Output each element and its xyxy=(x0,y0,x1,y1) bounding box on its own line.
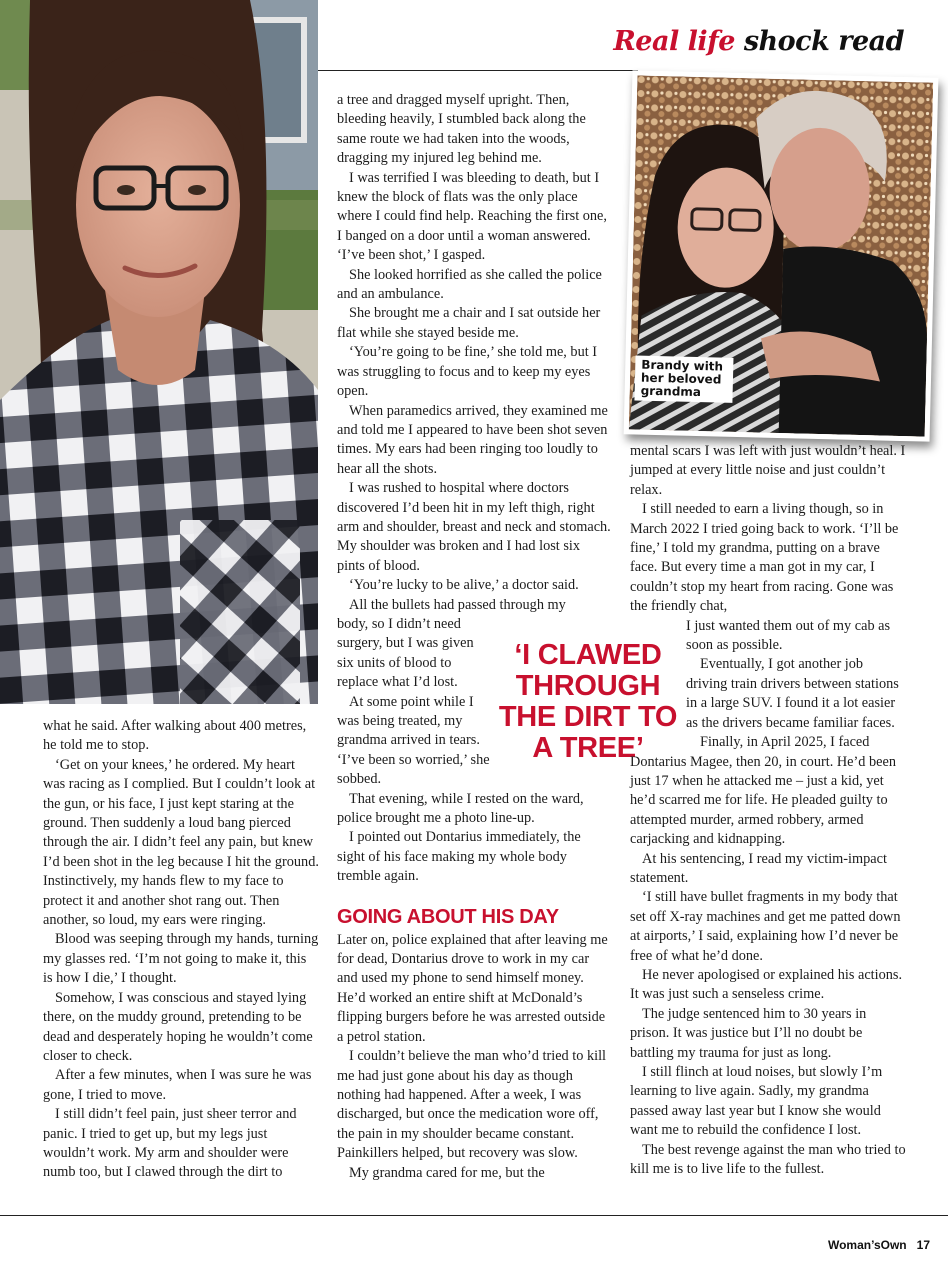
paragraph: I was terrified I was bleeding to death, but I knew the block of flats was the only place where I could find help. Reaching the first one, I banged on a door until a woman answered. ‘I’ve been shot,’ I gasped. xyxy=(337,169,607,264)
paragraph: I still flinch at loud noises, but slowly I’m learning to live again. Sadly, my grandma passed away last year but I know she would want me to rebuild the confidence I lost. xyxy=(630,1064,883,1139)
article-column-2 xyxy=(337,91,611,1183)
paragraph: She brought me a chair and I sat outside her flat while she stayed beside me. xyxy=(337,305,601,341)
paragraph: body, so I didn’t need surgery, but I was given six units of blood to replace what I’d lost. xyxy=(337,615,474,691)
paragraph: I couldn’t believe the man who’d tried to kill me had just gone about his day as though nothing had happened. After a week, I was discharged, but once the medication wore off, the pain in my shoulder became constant. Painkillers helped, but recovery was slow. xyxy=(337,1048,607,1162)
caption-line: grandma xyxy=(640,383,702,400)
paragraph: what he said. After walking about 400 metres, he told me to stop. xyxy=(43,718,307,754)
paragraph: I was rushed to hospital where doctors discovered I’d been hit in my left thigh, right arm and shoulder, breast and neck and stomach. My shoulder was broken and I had lost six pints of blood. xyxy=(337,480,611,574)
paragraph: He never apologised or explained his actions. It was just such a senseless crime. xyxy=(630,966,903,1003)
pull-quote-line: THROUGH xyxy=(515,670,661,702)
pull-quote-line: A TREE’ xyxy=(532,732,644,764)
subheading: GOING ABOUT HIS DAY xyxy=(337,905,559,928)
pull-quote-line: ‘I CLAWED xyxy=(514,639,662,671)
article-column-1 xyxy=(43,717,319,1183)
paragraph: mental scars I was left with just wouldn’t heal. I jumped at every little noise and just couldn’t relax. xyxy=(630,443,906,498)
paragraph: When paramedics arrived, they examined me and told me I appeared to have been shot seven times. My ears had been ringing too loudly to hear all the shots. xyxy=(337,402,608,477)
photo-caption xyxy=(634,355,733,402)
paragraph: Finally, in April 2025, I faced xyxy=(700,734,870,751)
magazine-name: Woman’sOwn xyxy=(827,1238,907,1252)
paragraph: I just wanted them out of my cab as soon as possible. xyxy=(686,617,891,654)
pull-quote-line: THE DIRT TO xyxy=(498,701,678,733)
paragraph: ‘Get on your knees,’ he ordered. My heart was racing as I complied. But I couldn’t look at the gun, or his face, I just kept staring at the ground. Then suddenly a loud bang pierced through the air. I didn’t feel any pain, but knew I’d been shot in the leg because I hit the ground. Instinctively, my hands flew to my face to protect it and another shot rang out. Then another, so loud, my ears were ringing. xyxy=(43,756,319,929)
footer-rule xyxy=(0,1215,948,1216)
inset-photo-frame xyxy=(624,70,939,441)
paragraph: That evening, while I rested on the ward, police brought me a photo line-up. xyxy=(337,790,584,827)
paragraph: Somehow, I was conscious and stayed lying there, on the muddy ground, pretending to be dead and desperately hoping he wouldn’t come closer to check. xyxy=(43,989,313,1064)
paragraph: At some point while I was being treated, my grandma arrived in tears. ‘I’ve been so worried,’ she sobbed. xyxy=(337,693,490,788)
page-footer xyxy=(828,1238,930,1252)
paragraph: She looked horrified as she called the police and an ambulance. xyxy=(337,266,602,303)
paragraph: All the bullets had passed through my xyxy=(349,596,566,613)
paragraph: At his sentencing, I read my victim-impact statement. xyxy=(630,850,887,886)
kicker-real-life: Real life xyxy=(613,26,735,57)
paragraph: ‘I still have bullet fragments in my body that set off X-ray machines and get me patted down at airports,’ I said, explaining how I’d never be free of what he’d done. xyxy=(630,889,901,964)
portrait-photo xyxy=(0,0,318,704)
caption-line: her beloved xyxy=(640,370,722,387)
section-kicker xyxy=(613,26,904,57)
page-number: 17 xyxy=(916,1238,930,1252)
paragraph: The judge sentenced him to 30 years in prison. It was justice but I’ll no doubt be battling my trauma for just as long. xyxy=(630,1005,867,1061)
article-column-3 xyxy=(630,442,906,1179)
kicker-shock-read: shock read xyxy=(743,26,904,57)
paragraph: The best revenge against the man who tried to kill me is to live life to the fullest. xyxy=(630,1141,906,1178)
paragraph: Dontarius Magee, then 20, in court. He’d been just 17 when he attacked me – just a kid, yet he’d scarred me for life. He pleaded guilty to attempted murder, armed robbery, armed carjacking and kidnapping. xyxy=(630,753,897,848)
paragraph: I still didn’t feel pain, just sheer terror and panic. I tried to get up, but my legs just wouldn’t work. My arm and shoulder were numb too, but I clawed through the dirt to xyxy=(43,1106,297,1181)
paragraph: My grandma cared for me, but the xyxy=(349,1164,545,1181)
paragraph: Blood was seeping through my hands, turning my glasses red. ‘I’m not going to make it, this is how I die,’ I thought. xyxy=(43,931,319,987)
paragraph: Later on, police explained that after leaving me for dead, Dontarius drove to work in my car and used my phone to send himself money. He’d worked an entire shift at McDonald’s flipping burgers before he was arrested outside a petrol station. xyxy=(337,931,608,1045)
paragraph: ‘You’re lucky to be alive,’ a doctor said. xyxy=(349,577,579,594)
paragraph: After a few minutes, when I was sure he was gone, I tried to move. xyxy=(43,1067,312,1103)
caption-line: Brandy with xyxy=(641,357,724,374)
paragraph: I still needed to earn a living though, so in March 2022 I tried going back to work. ‘I’ll be fine,’ I told my grandma, putting on a brave face. But every time a man got in my car, I couldn’t stop my heart from racing. Gone was the friendly chat, xyxy=(630,501,899,615)
paragraph: a tree and dragged myself upright. Then, bleeding heavily, I stumbled back along the same route we had taken into the woods, dragging my injured leg behind me. xyxy=(337,92,586,167)
paragraph: Eventually, I got another job driving train drivers between stations in a large SUV. I found it a lot easier as the drivers became familiar faces. xyxy=(686,656,899,731)
paragraph: ‘You’re going to be fine,’ she told me, but I was struggling to focus and to keep my eyes open. xyxy=(337,344,598,400)
paragraph: I pointed out Dontarius immediately, the sight of his face making my whole body tremble again. xyxy=(337,829,581,885)
